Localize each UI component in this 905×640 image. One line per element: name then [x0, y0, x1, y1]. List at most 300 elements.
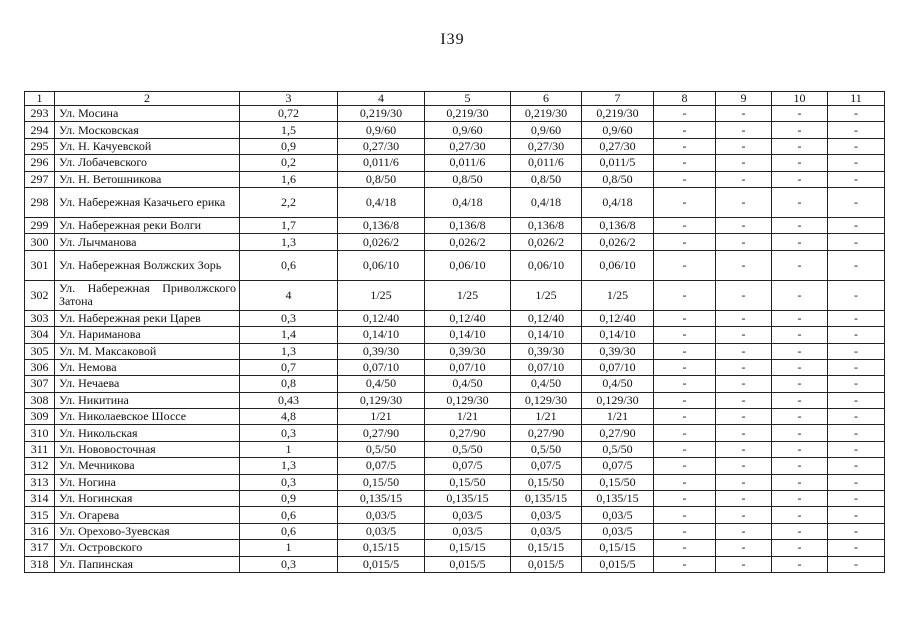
value-col7-cell: 0,4/50 [582, 376, 654, 392]
value-col7-cell: 0,135/15 [582, 491, 654, 507]
row-number-cell: 315 [25, 507, 55, 523]
value-col10-cell: - [772, 491, 828, 507]
value-col4-cell: 0,135/15 [338, 491, 425, 507]
value-col3-cell: 2,2 [240, 187, 338, 217]
table-row [25, 458, 885, 474]
table-row [25, 250, 885, 280]
value-col9-cell: - [716, 217, 772, 233]
table-row [25, 234, 885, 250]
value-col11-cell: - [828, 171, 885, 187]
value-col10-cell: - [772, 425, 828, 441]
value-col4-cell: 0,8/50 [338, 171, 425, 187]
value-col8-cell: - [654, 310, 716, 326]
value-col11-cell: - [828, 540, 885, 556]
value-col11-cell: - [828, 310, 885, 326]
value-col4-cell: 0,4/50 [338, 376, 425, 392]
value-col6-cell: 0,03/5 [511, 507, 582, 523]
value-col4-cell: 0,27/30 [338, 138, 425, 154]
row-number-cell: 301 [25, 250, 55, 280]
column-header: 9 [716, 92, 772, 106]
value-col5-cell: 0,27/90 [425, 425, 511, 441]
value-col11-cell: - [828, 409, 885, 425]
row-number-cell: 294 [25, 122, 55, 138]
value-col5-cell: 0,39/30 [425, 343, 511, 359]
value-col5-cell: 0,135/15 [425, 491, 511, 507]
value-col8-cell: - [654, 327, 716, 343]
value-col9-cell: - [716, 359, 772, 375]
street-name-cell: Ул. Ногинская [55, 491, 240, 507]
value-col7-cell: 0,14/10 [582, 327, 654, 343]
street-name-cell: Ул. М. Максаковой [55, 343, 240, 359]
value-col7-cell: 0,15/50 [582, 474, 654, 490]
value-col6-cell: 0,15/50 [511, 474, 582, 490]
value-col8-cell: - [654, 106, 716, 122]
value-col4-cell: 0,12/40 [338, 310, 425, 326]
table-row [25, 507, 885, 523]
value-col3-cell: 0,3 [240, 474, 338, 490]
value-col3-cell: 0,3 [240, 425, 338, 441]
value-col3-cell: 0,72 [240, 106, 338, 122]
table-row [25, 392, 885, 408]
value-col11-cell: - [828, 217, 885, 233]
value-col7-cell: 0,12/40 [582, 310, 654, 326]
value-col11-cell: - [828, 458, 885, 474]
value-col6-cell: 0,5/50 [511, 441, 582, 457]
value-col10-cell: - [772, 409, 828, 425]
value-col8-cell: - [654, 250, 716, 280]
value-col6-cell: 0,4/50 [511, 376, 582, 392]
value-col3-cell: 0,43 [240, 392, 338, 408]
value-col6-cell: 0,07/10 [511, 359, 582, 375]
value-col4-cell: 0,219/30 [338, 106, 425, 122]
value-col11-cell: - [828, 507, 885, 523]
value-col11-cell: - [828, 359, 885, 375]
value-col6-cell: 0,27/30 [511, 138, 582, 154]
value-col9-cell: - [716, 138, 772, 154]
table-row [25, 327, 885, 343]
value-col7-cell: 0,4/18 [582, 187, 654, 217]
value-col10-cell: - [772, 540, 828, 556]
value-col6-cell: 0,135/15 [511, 491, 582, 507]
street-name-cell: Ул. Н. Ветошникова [55, 171, 240, 187]
value-col3-cell: 1,7 [240, 217, 338, 233]
row-number-cell: 304 [25, 327, 55, 343]
street-name-cell: Ул. Набережная реки Волги [55, 217, 240, 233]
value-col9-cell: - [716, 187, 772, 217]
value-col5-cell: 1/21 [425, 409, 511, 425]
value-col4-cell: 0,27/90 [338, 425, 425, 441]
street-name-cell: Ул. Лычманова [55, 234, 240, 250]
value-col5-cell: 0,9/60 [425, 122, 511, 138]
value-col6-cell: 0,129/30 [511, 392, 582, 408]
value-col5-cell: 0,136/8 [425, 217, 511, 233]
value-col10-cell: - [772, 392, 828, 408]
value-col4-cell: 0,011/6 [338, 155, 425, 171]
value-col5-cell: 0,5/50 [425, 441, 511, 457]
value-col3-cell: 0,9 [240, 138, 338, 154]
value-col11-cell: - [828, 106, 885, 122]
row-number-cell: 308 [25, 392, 55, 408]
value-col4-cell: 0,015/5 [338, 556, 425, 572]
value-col3-cell: 1 [240, 540, 338, 556]
value-col5-cell: 0,12/40 [425, 310, 511, 326]
street-registry-table [24, 91, 885, 573]
value-col3-cell: 0,3 [240, 310, 338, 326]
street-name-cell: Ул. Никитина [55, 392, 240, 408]
column-header: 5 [425, 92, 511, 106]
value-col8-cell: - [654, 217, 716, 233]
table-row [25, 474, 885, 490]
street-name-cell: Ул. Мосина [55, 106, 240, 122]
street-name-cell: Ул. Набережная Приволжского Затона [55, 280, 240, 310]
value-col6-cell: 0,06/10 [511, 250, 582, 280]
value-col6-cell: 0,219/30 [511, 106, 582, 122]
street-name-cell: Ул. Немова [55, 359, 240, 375]
value-col5-cell: 0,4/50 [425, 376, 511, 392]
value-col4-cell: 0,15/50 [338, 474, 425, 490]
value-col10-cell: - [772, 234, 828, 250]
value-col4-cell: 0,9/60 [338, 122, 425, 138]
street-name-cell: Ул. Ногина [55, 474, 240, 490]
value-col7-cell: 0,03/5 [582, 507, 654, 523]
row-number-cell: 316 [25, 523, 55, 539]
row-number-cell: 296 [25, 155, 55, 171]
value-col8-cell: - [654, 187, 716, 217]
value-col11-cell: - [828, 491, 885, 507]
value-col9-cell: - [716, 171, 772, 187]
value-col5-cell: 0,026/2 [425, 234, 511, 250]
value-col11-cell: - [828, 425, 885, 441]
value-col3-cell: 1,4 [240, 327, 338, 343]
value-col8-cell: - [654, 359, 716, 375]
row-number-cell: 317 [25, 540, 55, 556]
value-col8-cell: - [654, 458, 716, 474]
column-header: 6 [511, 92, 582, 106]
value-col4-cell: 0,136/8 [338, 217, 425, 233]
value-col9-cell: - [716, 327, 772, 343]
value-col11-cell: - [828, 138, 885, 154]
value-col6-cell: 0,9/60 [511, 122, 582, 138]
value-col4-cell: 0,06/10 [338, 250, 425, 280]
value-col3-cell: 1,3 [240, 234, 338, 250]
table-row [25, 217, 885, 233]
value-col9-cell: - [716, 155, 772, 171]
value-col4-cell: 0,5/50 [338, 441, 425, 457]
row-number-cell: 318 [25, 556, 55, 572]
value-col6-cell: 0,07/5 [511, 458, 582, 474]
column-header: 11 [828, 92, 885, 106]
street-name-cell: Ул. Набережная Казачьего ерика [55, 187, 240, 217]
value-col4-cell: 0,14/10 [338, 327, 425, 343]
value-col7-cell: 1/21 [582, 409, 654, 425]
value-col6-cell: 0,27/90 [511, 425, 582, 441]
value-col11-cell: - [828, 187, 885, 217]
value-col9-cell: - [716, 106, 772, 122]
value-col7-cell: 0,5/50 [582, 441, 654, 457]
value-col8-cell: - [654, 425, 716, 441]
row-number-cell: 306 [25, 359, 55, 375]
value-col3-cell: 4,8 [240, 409, 338, 425]
value-col11-cell: - [828, 155, 885, 171]
value-col7-cell: 0,27/30 [582, 138, 654, 154]
value-col8-cell: - [654, 523, 716, 539]
value-col8-cell: - [654, 409, 716, 425]
value-col8-cell: - [654, 474, 716, 490]
value-col6-cell: 0,011/6 [511, 155, 582, 171]
value-col5-cell: 0,129/30 [425, 392, 511, 408]
value-col8-cell: - [654, 155, 716, 171]
value-col5-cell: 0,15/50 [425, 474, 511, 490]
table-row [25, 359, 885, 375]
table-row [25, 280, 885, 310]
value-col3-cell: 4 [240, 280, 338, 310]
value-col9-cell: - [716, 540, 772, 556]
street-name-cell: Ул. Мечникова [55, 458, 240, 474]
street-name-cell: Ул. Огарева [55, 507, 240, 523]
value-col6-cell: 1/25 [511, 280, 582, 310]
table-row [25, 491, 885, 507]
column-header: 4 [338, 92, 425, 106]
value-col5-cell: 1/25 [425, 280, 511, 310]
value-col5-cell: 0,8/50 [425, 171, 511, 187]
value-col10-cell: - [772, 217, 828, 233]
value-col10-cell: - [772, 310, 828, 326]
street-name-cell: Ул. Папинская [55, 556, 240, 572]
value-col5-cell: 0,07/5 [425, 458, 511, 474]
value-col9-cell: - [716, 425, 772, 441]
value-col3-cell: 1 [240, 441, 338, 457]
value-col6-cell: 0,136/8 [511, 217, 582, 233]
value-col9-cell: - [716, 343, 772, 359]
value-col5-cell: 0,03/5 [425, 507, 511, 523]
value-col4-cell: 0,4/18 [338, 187, 425, 217]
value-col8-cell: - [654, 138, 716, 154]
value-col6-cell: 0,39/30 [511, 343, 582, 359]
value-col3-cell: 0,6 [240, 523, 338, 539]
table-row [25, 556, 885, 572]
value-col9-cell: - [716, 507, 772, 523]
value-col7-cell: 0,015/5 [582, 556, 654, 572]
value-col3-cell: 0,6 [240, 250, 338, 280]
value-col7-cell: 0,136/8 [582, 217, 654, 233]
value-col7-cell: 0,39/30 [582, 343, 654, 359]
row-number-cell: 311 [25, 441, 55, 457]
row-number-cell: 293 [25, 106, 55, 122]
value-col6-cell: 0,14/10 [511, 327, 582, 343]
value-col7-cell: 0,15/15 [582, 540, 654, 556]
table-row [25, 425, 885, 441]
table-row [25, 310, 885, 326]
street-name-cell: Ул. Московская [55, 122, 240, 138]
value-col6-cell: 0,8/50 [511, 171, 582, 187]
value-col5-cell: 0,07/10 [425, 359, 511, 375]
value-col9-cell: - [716, 556, 772, 572]
value-col4-cell: 1/25 [338, 280, 425, 310]
value-col9-cell: - [716, 250, 772, 280]
value-col9-cell: - [716, 234, 772, 250]
value-col9-cell: - [716, 458, 772, 474]
row-number-cell: 295 [25, 138, 55, 154]
column-header: 7 [582, 92, 654, 106]
table-row [25, 343, 885, 359]
value-col9-cell: - [716, 491, 772, 507]
value-col8-cell: - [654, 556, 716, 572]
table-row [25, 138, 885, 154]
value-col5-cell: 0,4/18 [425, 187, 511, 217]
row-number-cell: 313 [25, 474, 55, 490]
value-col3-cell: 0,7 [240, 359, 338, 375]
street-name-cell: Ул. Островского [55, 540, 240, 556]
value-col9-cell: - [716, 409, 772, 425]
value-col10-cell: - [772, 250, 828, 280]
row-number-cell: 312 [25, 458, 55, 474]
value-col10-cell: - [772, 171, 828, 187]
value-col9-cell: - [716, 280, 772, 310]
row-number-cell: 299 [25, 217, 55, 233]
value-col11-cell: - [828, 556, 885, 572]
row-number-cell: 298 [25, 187, 55, 217]
value-col3-cell: 1,6 [240, 171, 338, 187]
value-col11-cell: - [828, 234, 885, 250]
value-col11-cell: - [828, 523, 885, 539]
value-col8-cell: - [654, 343, 716, 359]
value-col10-cell: - [772, 523, 828, 539]
value-col10-cell: - [772, 359, 828, 375]
value-col8-cell: - [654, 507, 716, 523]
value-col8-cell: - [654, 491, 716, 507]
value-col3-cell: 0,9 [240, 491, 338, 507]
value-col11-cell: - [828, 327, 885, 343]
value-col5-cell: 0,011/6 [425, 155, 511, 171]
value-col10-cell: - [772, 187, 828, 217]
street-name-cell: Ул. Орехово-Зуевская [55, 523, 240, 539]
table-row [25, 106, 885, 122]
value-col11-cell: - [828, 376, 885, 392]
page-number: I39 [440, 31, 465, 48]
row-number-cell: 310 [25, 425, 55, 441]
table-body [25, 106, 885, 573]
value-col6-cell: 0,03/5 [511, 523, 582, 539]
value-col10-cell: - [772, 458, 828, 474]
value-col11-cell: - [828, 474, 885, 490]
table-row [25, 171, 885, 187]
value-col6-cell: 0,15/15 [511, 540, 582, 556]
value-col7-cell: 0,219/30 [582, 106, 654, 122]
value-col9-cell: - [716, 392, 772, 408]
value-col7-cell: 0,9/60 [582, 122, 654, 138]
value-col10-cell: - [772, 556, 828, 572]
value-col3-cell: 0,3 [240, 556, 338, 572]
value-col5-cell: 0,219/30 [425, 106, 511, 122]
value-col10-cell: - [772, 155, 828, 171]
street-name-cell: Ул. Нечаева [55, 376, 240, 392]
value-col6-cell: 1/21 [511, 409, 582, 425]
value-col7-cell: 0,026/2 [582, 234, 654, 250]
value-col4-cell: 0,39/30 [338, 343, 425, 359]
value-col10-cell: - [772, 474, 828, 490]
value-col8-cell: - [654, 441, 716, 457]
column-header: 8 [654, 92, 716, 106]
value-col5-cell: 0,15/15 [425, 540, 511, 556]
value-col4-cell: 1/21 [338, 409, 425, 425]
value-col3-cell: 0,6 [240, 507, 338, 523]
value-col10-cell: - [772, 507, 828, 523]
table-row [25, 523, 885, 539]
value-col8-cell: - [654, 376, 716, 392]
street-name-cell: Ул. Лобачевского [55, 155, 240, 171]
value-col4-cell: 0,03/5 [338, 523, 425, 539]
value-col6-cell: 0,12/40 [511, 310, 582, 326]
value-col11-cell: - [828, 122, 885, 138]
value-col8-cell: - [654, 280, 716, 310]
table-row [25, 122, 885, 138]
value-col8-cell: - [654, 122, 716, 138]
value-col9-cell: - [716, 474, 772, 490]
value-col11-cell: - [828, 343, 885, 359]
street-name-cell: Ул. Нариманова [55, 327, 240, 343]
value-col8-cell: - [654, 234, 716, 250]
value-col9-cell: - [716, 122, 772, 138]
value-col5-cell: 0,27/30 [425, 138, 511, 154]
column-header: 10 [772, 92, 828, 106]
value-col7-cell: 0,07/10 [582, 359, 654, 375]
value-col7-cell: 0,07/5 [582, 458, 654, 474]
value-col7-cell: 0,27/90 [582, 425, 654, 441]
value-col6-cell: 0,4/18 [511, 187, 582, 217]
value-col10-cell: - [772, 327, 828, 343]
row-number-cell: 305 [25, 343, 55, 359]
value-col3-cell: 0,2 [240, 155, 338, 171]
value-col8-cell: - [654, 392, 716, 408]
value-col4-cell: 0,15/15 [338, 540, 425, 556]
row-number-cell: 309 [25, 409, 55, 425]
value-col10-cell: - [772, 122, 828, 138]
value-col9-cell: - [716, 310, 772, 326]
row-number-cell: 300 [25, 234, 55, 250]
value-col11-cell: - [828, 392, 885, 408]
row-number-cell: 297 [25, 171, 55, 187]
value-col10-cell: - [772, 280, 828, 310]
table-row [25, 376, 885, 392]
row-number-cell: 302 [25, 280, 55, 310]
table-row [25, 155, 885, 171]
value-col3-cell: 1,5 [240, 122, 338, 138]
value-col4-cell: 0,129/30 [338, 392, 425, 408]
value-col7-cell: 0,06/10 [582, 250, 654, 280]
street-name-cell: Ул. Н. Качуевской [55, 138, 240, 154]
value-col7-cell: 0,129/30 [582, 392, 654, 408]
value-col4-cell: 0,07/5 [338, 458, 425, 474]
table-row [25, 441, 885, 457]
street-name-cell: Ул. Набережная Волжских Зорь [55, 250, 240, 280]
value-col10-cell: - [772, 376, 828, 392]
table-row [25, 409, 885, 425]
table-row [25, 187, 885, 217]
value-col10-cell: - [772, 138, 828, 154]
value-col8-cell: - [654, 540, 716, 556]
row-number-cell: 314 [25, 491, 55, 507]
value-col4-cell: 0,03/5 [338, 507, 425, 523]
value-col3-cell: 1,3 [240, 343, 338, 359]
value-col10-cell: - [772, 441, 828, 457]
value-col10-cell: - [772, 106, 828, 122]
value-col4-cell: 0,026/2 [338, 234, 425, 250]
value-col11-cell: - [828, 441, 885, 457]
value-col11-cell: - [828, 280, 885, 310]
row-number-cell: 303 [25, 310, 55, 326]
table-header-row [25, 92, 885, 106]
value-col5-cell: 0,14/10 [425, 327, 511, 343]
